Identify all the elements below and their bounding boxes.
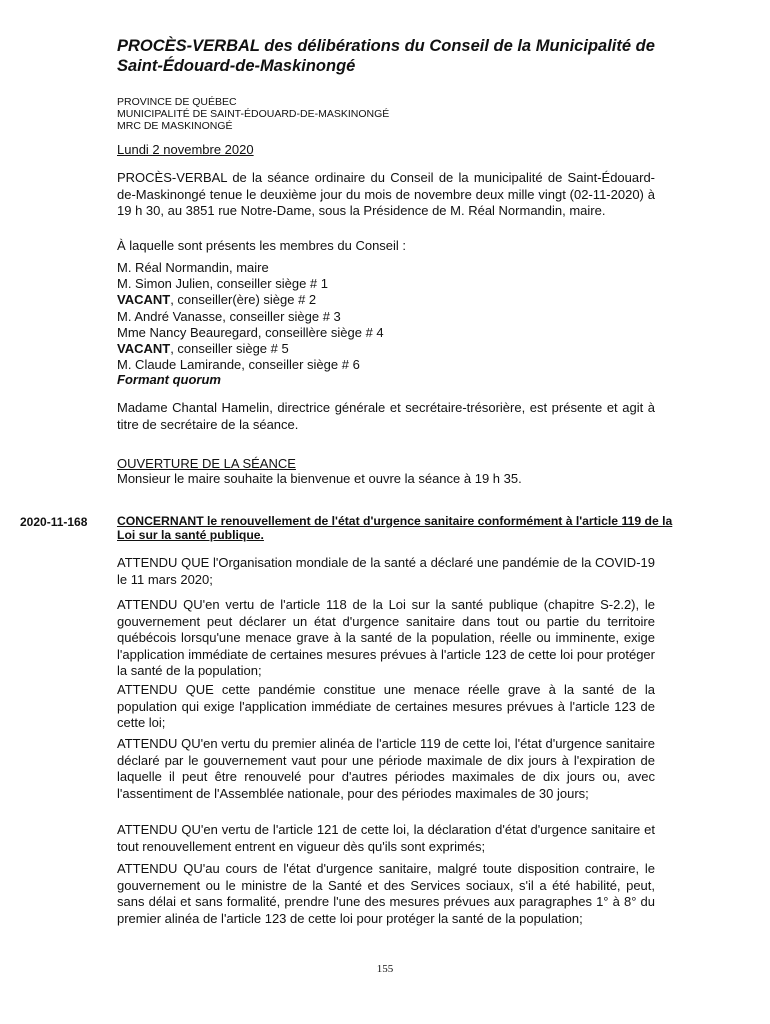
member-item: M. André Vanasse, conseiller siège # 3 [117,308,341,324]
quorum-heading: Formant quorum [117,372,221,387]
whereas-paragraph: ATTENDU QU'au cours de l'état d'urgence sanitaire, malgré toute disposition contraire, le gouvernement ou le ministre de la Santé et des Services sociaux, s'il a été habilité, peut, sans délai et sans formalité, prendre l'une des mesures prévues aux paragraphes 1° à 8° du premier alinéa de l'article 123 de cette loi pour protéger la santé de la population; [117,861,655,926]
address-line: MRC DE MASKINONGÉ [117,120,233,132]
whereas-paragraph: ATTENDU QU'en vertu de l'article 121 de cette loi, la déclaration d'état d'urgence sanitaire et tout renouvellement entrent en vigueur dès qu'ils sont exprimés; [117,822,655,854]
member-item: M. Claude Lamirande, conseiller siège # 6 [117,357,360,373]
whereas-paragraph: ATTENDU QUE cette pandémie constitue une menace réelle grave à la santé de la population qui exige l'application immédiate de certaines mesures prévues à l'article 123 de cette loi; [117,682,655,730]
address-block [117,96,389,132]
address-line: PROVINCE DE QUÉBEC [117,96,237,108]
member-item: VACANT, conseiller siège # 5 [117,341,289,357]
member-item: M. Réal Normandin, maire [117,260,269,275]
member-item: M. Simon Julien, conseiller siège # 1 [117,276,328,292]
whereas-paragraph: ATTENDU QU'en vertu de l'article 118 de la Loi sur la santé publique (chapitre S-2.2), le gouvernement peut déclarer un état d'urgence sanitaire dans tout ou partie du territoire québécois lorsqu'une menace grave à la santé de la population, réelle ou imminente, exige l'application immédiate de certaines mesures prévues à l'article 123 de cette loi pour protéger la santé de la population; [117,597,655,678]
secretary-statement: Madame Chantal Hamelin, directrice générale et secrétaire-trésorière, est présente et agit à titre de secrétaire de la séance. [117,400,655,432]
address-line: MUNICIPALITÉ DE SAINT-ÉDOUARD-DE-MASKINONGÉ [117,108,390,120]
opening-heading: OUVERTURE DE LA SÉANCE [117,456,296,471]
whereas-paragraph: ATTENDU QU'en vertu du premier alinéa de l'article 119 de cette loi, l'état d'urgence sanitaire déclaré par le gouvernement vaut pour une période maximale de dix jours à l'expiration de laquelle il peut être renouvelé pour d'autres périodes maximales de dix jours ou, avec l'assentiment de l'Assemblée nationale, pour des périodes maximales de 30 jours; [117,736,655,801]
document-title: PROCÈS-VERBAL des délibérations du Conseil de la Municipalité de Saint-Édouard-de-Maskinongé [117,37,655,75]
resolution-number: 2020-11-168 [20,515,88,529]
meeting-date: Lundi 2 novembre 2020 [117,142,254,157]
whereas-paragraph: ATTENDU QUE l'Organisation mondiale de la santé a déclaré une pandémie de la COVID-19 le 11 mars 2020; [117,555,655,587]
member-item: VACANT, conseiller(ère) siège # 2 [117,292,317,308]
meeting-intro: PROCÈS-VERBAL de la séance ordinaire du Conseil de la municipalité de Saint-Édouard-de-Maskinongé tenue le deuxième jour du mois de novembre deux mille vingt (02-11-2020) à 19 h 30, au 3851 rue Notre-Dame, sous la Présidence de M. Réal Normandin, maire. [117,170,655,218]
member-item: Mme Nancy Beauregard, conseillère siège # 4 [117,324,384,340]
opening-text: Monsieur le maire souhaite la bienvenue et ouvre la séance à 19 h 35. [117,471,522,486]
page-number: 155 [376,963,394,975]
present-intro: À laquelle sont présents les membres du Conseil : [117,238,407,253]
resolution-title: CONCERNANT le renouvellement de l'état d'urgence sanitaire conformément à l'article 119 de la Loi sur la santé publique. [117,514,673,542]
members-list [117,260,384,373]
